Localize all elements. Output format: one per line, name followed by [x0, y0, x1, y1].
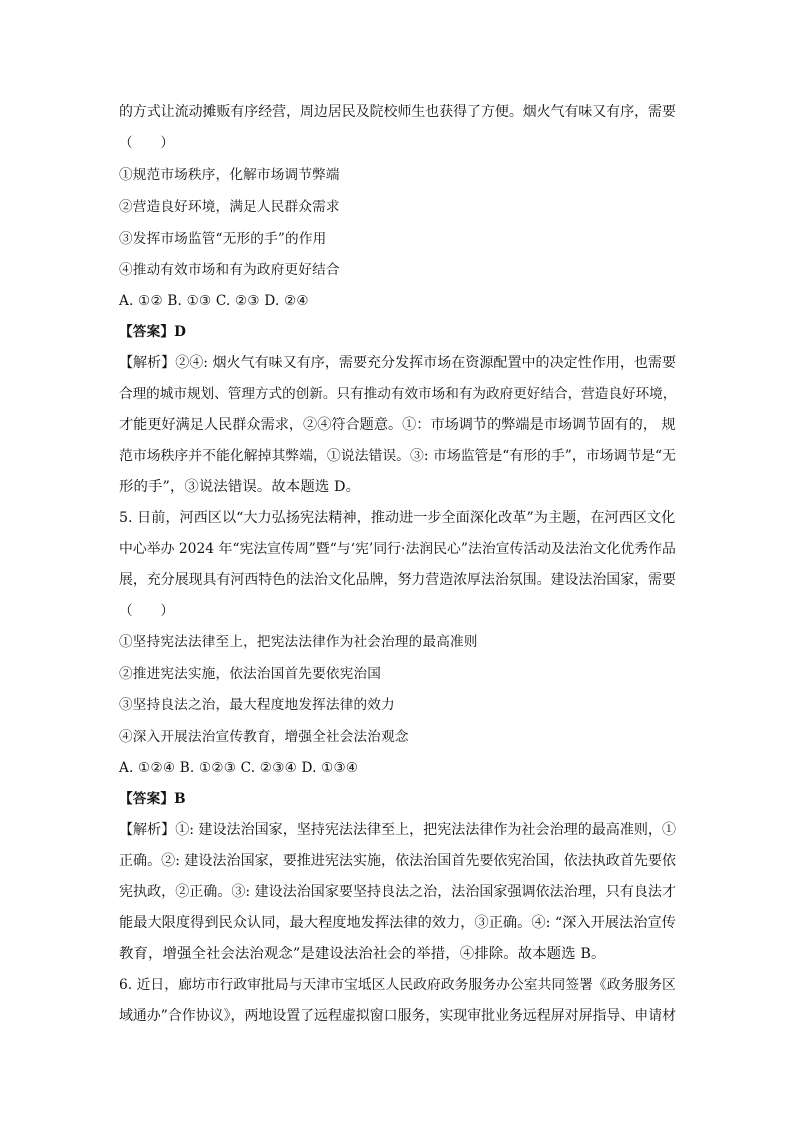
q5-answer: 【答案】B: [119, 791, 186, 807]
q6-stem-line-2: 域通办”合作协议》，两地设置了远程虚拟窗口服务，实现审批业务远程屏对屏指导、申请材: [119, 1008, 677, 1024]
q5-analysis-line-5: 教育，增强全社会法治观念”是建设法治社会的举措，④排除。故本题选 B。: [119, 946, 606, 962]
q5-analysis-line-2: 正确。②: 建设法治国家，要推进宪法实施，依法治国首先要依宪治国，依法执政首先要依: [119, 853, 677, 869]
q5-analysis-line-4: 能最大限度得到民众认同，最大程度地发挥法律的效力，③正确。④: “深入开展法治宣传: [119, 915, 676, 931]
q4-analysis-line-4: 范市场秩序并不能化解掉其弊端，①说法错误。③: 市场监管是“有形的手”，市场调节是“无: [119, 448, 676, 464]
q5-option-2: ②推进宪法实施，依法治国首先要依宪治国: [119, 666, 382, 682]
q5-choices: A. ①②④ B. ①②③ C. ②③④ D. ①③④: [119, 760, 359, 776]
q4-analysis-line-5: 形的手”，③说法错误。故本题选 D。: [119, 479, 361, 495]
q4-option-1: ①规范市场秩序，化解市场调节弊端: [119, 167, 340, 183]
q5-stem-line-1: 5. 日前，河西区以“大力弘扬宪法精神，推动进一步全面深化改革”为主题，在河西区文化: [119, 510, 676, 526]
q5-analysis-line-1: 【解析】①: 建设法治国家，坚持宪法法律至上，把宪法法律作为社会治理的最高准则，①: [119, 822, 677, 838]
q5-option-3: ③坚持良法之治，最大程度地发挥法律的效力: [119, 697, 395, 713]
q4-option-2: ②营造良好环境，满足人民群众需求: [119, 199, 340, 215]
q4-analysis-line-2: 合理的城市规划、管理方式的创新。只有推动有效市场和有为政府更好结合，营造良好环境，: [119, 386, 677, 402]
q6-stem-line-1: 6. 近日，廊坊市行政审批局与天津市宝坻区人民政府政务服务办公室共同签署《政务服务区: [119, 977, 676, 993]
q4-option-3: ③发挥市场监管“无形的手”的作用: [119, 231, 327, 247]
q5-option-1: ①坚持宪法法律至上，把宪法法律作为社会治理的最高准则: [119, 634, 478, 650]
q4-stem-line: 的方式让流动摊贩有序经营，周边居民及院校师生也获得了方便。烟火气有味又有序，需要: [119, 104, 676, 120]
q5-stem-line-2: 中心举办 2024 年“宪法宣传周”暨“与‘宪’同行·法润民心”法治宣传活动及法治文化优秀作品: [119, 541, 676, 557]
q4-analysis-line-3: 才能更好满足人民群众需求，②④符合题意。①：市场调节的弊端是市场调节固有的， 规: [119, 417, 676, 433]
q5-option-4: ④深入开展法治宣传教育，增强全社会法治观念: [119, 729, 409, 745]
q4-choices: A. ①② B. ①③ C. ②③ D. ②④: [119, 293, 309, 309]
q4-answer-blank: （ ）: [119, 135, 175, 151]
q4-option-4: ④推动有效市场和有为政府更好结合: [119, 262, 340, 278]
q4-analysis-line-1: 【解析】②④: 烟火气有味又有序，需要充分发挥市场在资源配置中的决定性作用，也需要: [119, 355, 677, 371]
q5-analysis-line-3: 宪执政，②正确。③: 建设法治国家要坚持良法之治，法治国家强调依法治理，只有良法才: [119, 884, 677, 900]
q5-stem-line-3: 展，充分展现具有河西特色的法治文化品牌，努力营造浓厚法治氛围。建设法治国家，需要: [119, 572, 676, 588]
q5-answer-blank: （ ）: [119, 603, 175, 619]
q4-answer: 【答案】D: [119, 324, 187, 340]
